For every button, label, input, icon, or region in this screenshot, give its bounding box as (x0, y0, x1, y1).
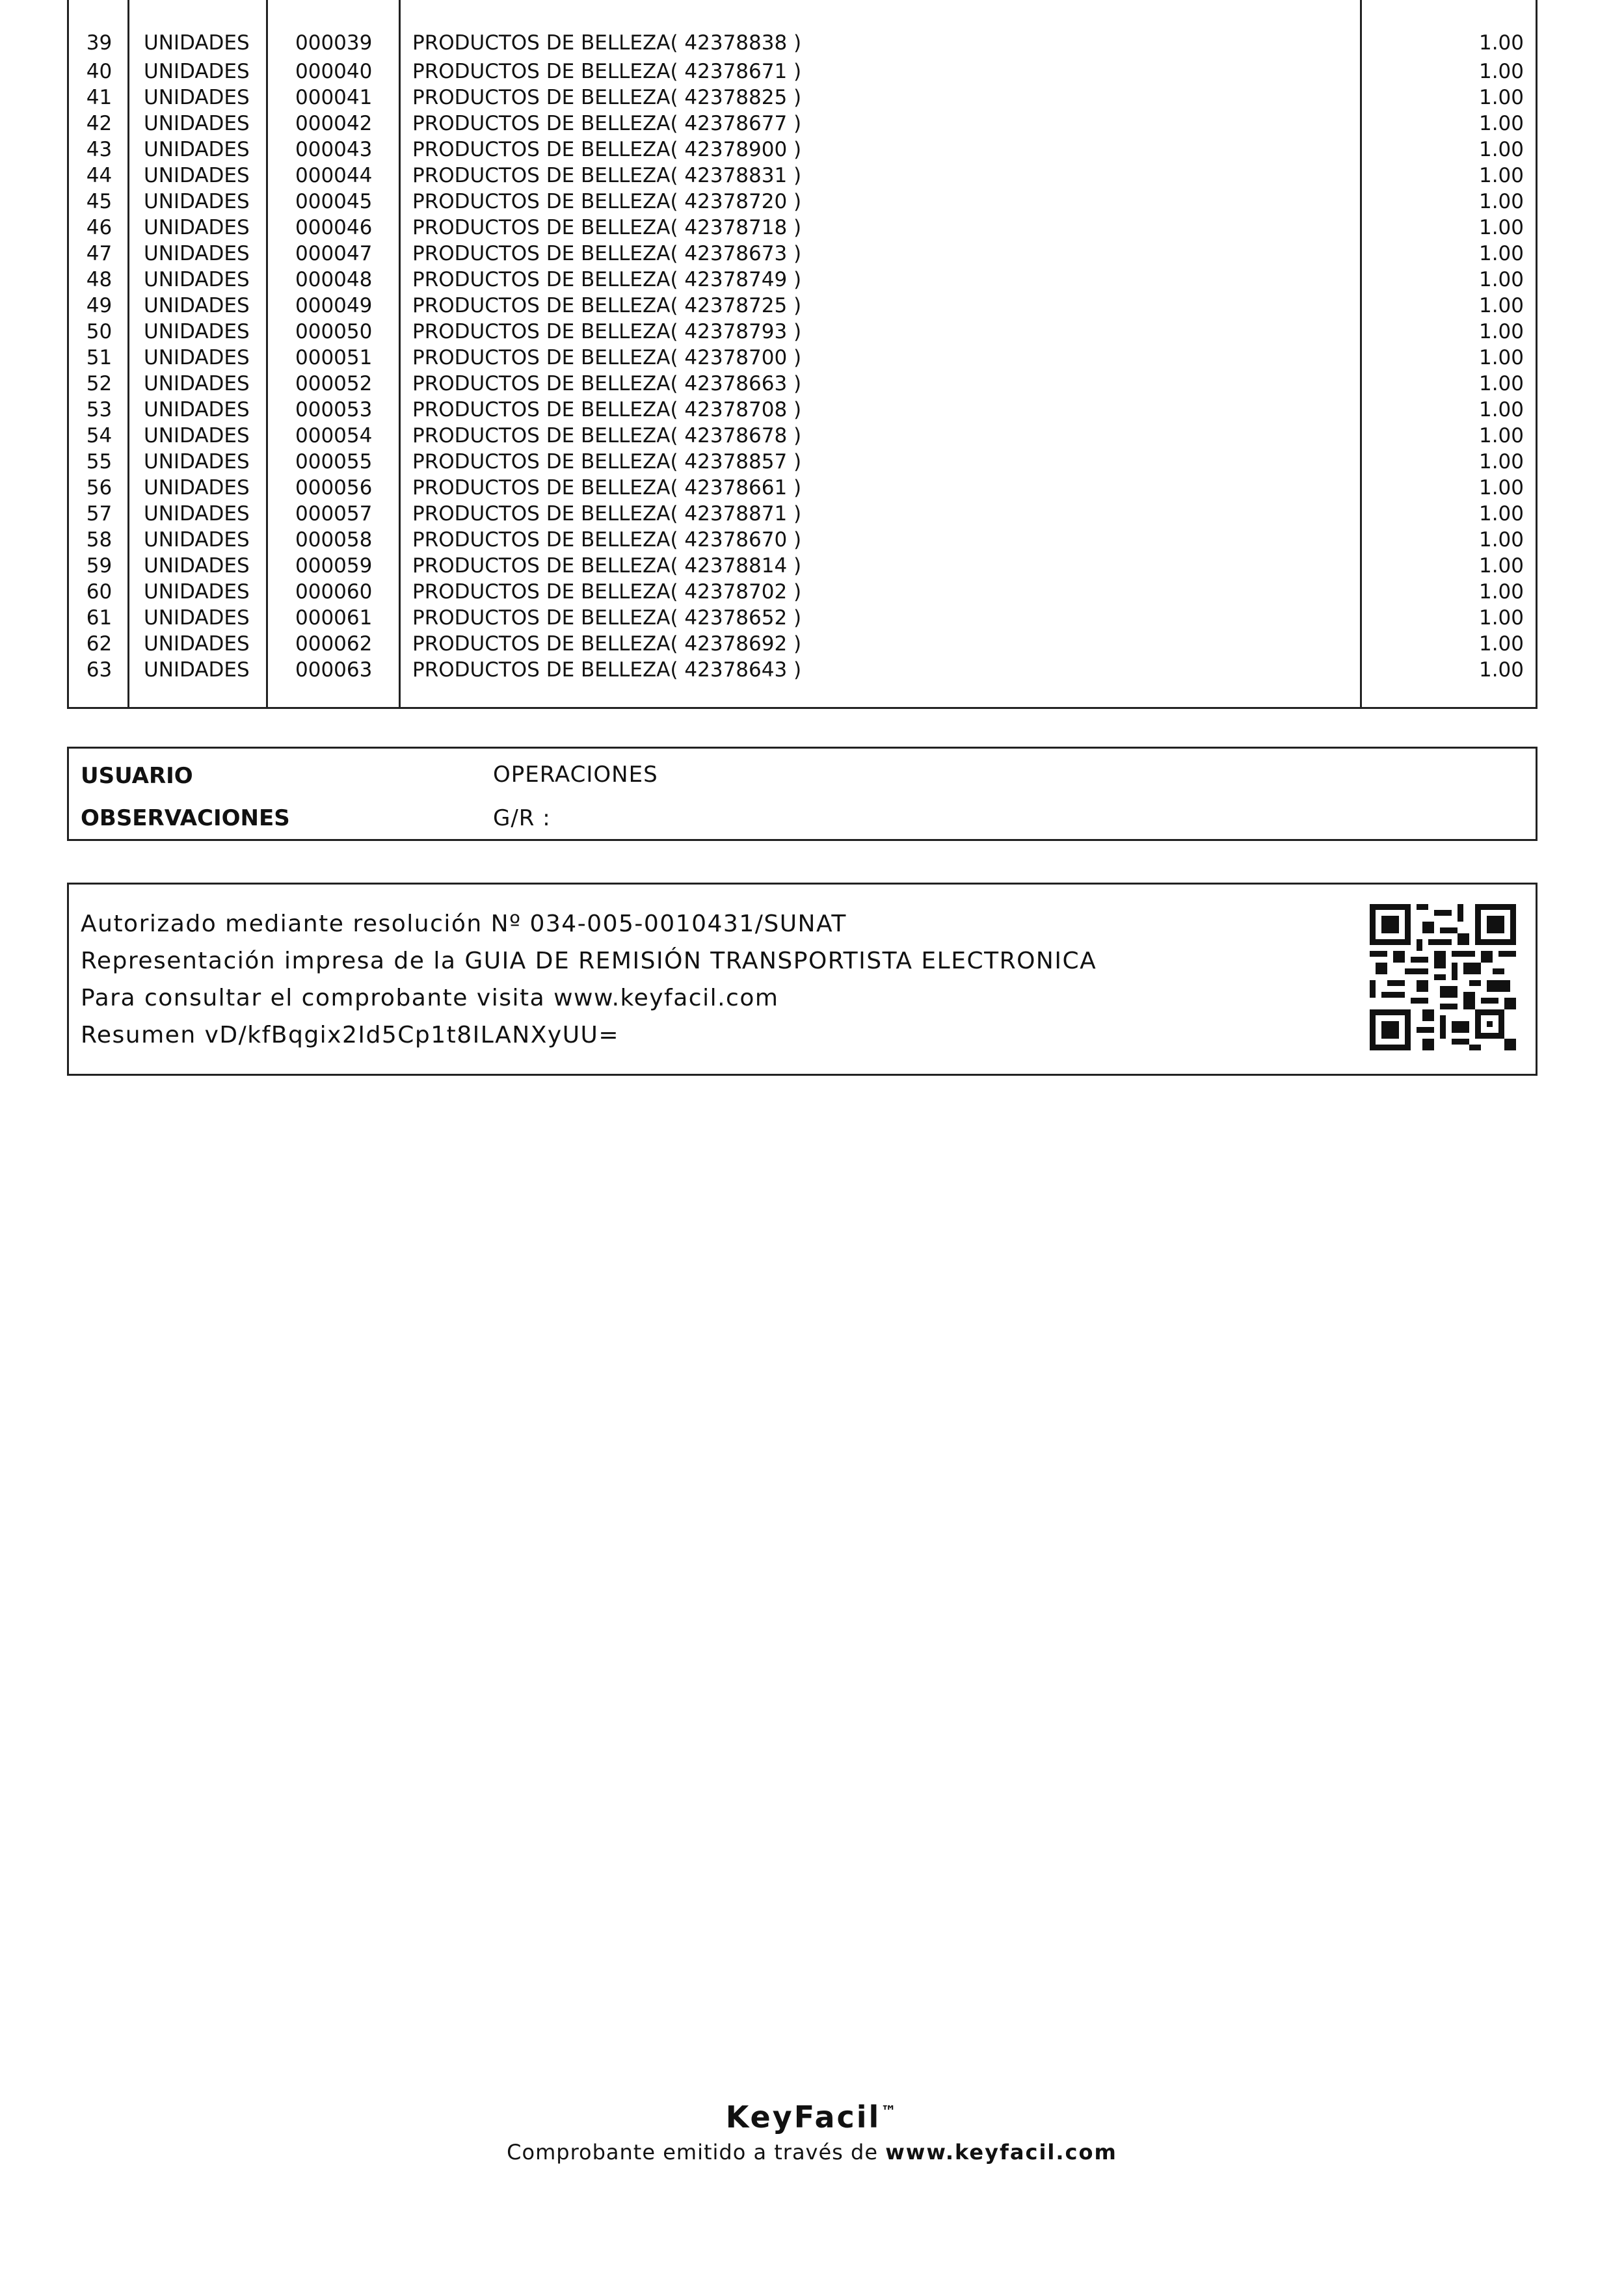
item-quantity: 1.00 (1478, 346, 1524, 369)
item-number: 47 (86, 242, 113, 265)
item-unit: UNIDADES (144, 372, 250, 395)
table-row (69, 319, 1536, 345)
trademark-symbol: ™ (881, 2102, 899, 2121)
item-number: 48 (86, 268, 113, 291)
table-row (69, 30, 1536, 56)
item-number: 63 (86, 658, 113, 682)
item-description: PRODUCTOS DE BELLEZA( 42378677 ) (412, 112, 802, 135)
item-code: 000050 (295, 320, 373, 343)
item-code: 000057 (295, 502, 373, 526)
brand-text: KeyFacil (725, 2099, 881, 2135)
table-row (69, 163, 1536, 189)
item-quantity: 1.00 (1478, 502, 1524, 526)
item-quantity: 1.00 (1478, 476, 1524, 500)
item-code: 000052 (295, 372, 373, 395)
item-number: 39 (86, 31, 113, 55)
item-code: 000040 (295, 60, 373, 83)
table-row (69, 475, 1536, 501)
item-code: 000048 (295, 268, 373, 291)
item-unit: UNIDADES (144, 502, 250, 526)
items-table (67, 0, 1537, 709)
item-description: PRODUCTOS DE BELLEZA( 42378793 ) (412, 320, 802, 343)
item-description: PRODUCTOS DE BELLEZA( 42378663 ) (412, 372, 802, 395)
item-number: 40 (86, 60, 113, 83)
issued-by-line (0, 2140, 1624, 2165)
item-number: 57 (86, 502, 113, 526)
item-unit: UNIDADES (144, 424, 250, 447)
table-row (69, 241, 1536, 267)
item-quantity: 1.00 (1478, 398, 1524, 421)
item-description: PRODUCTOS DE BELLEZA( 42378700 ) (412, 346, 802, 369)
item-description: PRODUCTOS DE BELLEZA( 42378671 ) (412, 60, 802, 83)
item-description: PRODUCTOS DE BELLEZA( 42378678 ) (412, 424, 802, 447)
item-unit: UNIDADES (144, 580, 250, 604)
item-number: 43 (86, 138, 113, 161)
item-unit: UNIDADES (144, 138, 250, 161)
item-description: PRODUCTOS DE BELLEZA( 42378871 ) (412, 502, 802, 526)
item-description: PRODUCTOS DE BELLEZA( 42378825 ) (412, 86, 802, 109)
item-number: 49 (86, 294, 113, 317)
item-unit: UNIDADES (144, 164, 250, 187)
item-unit: UNIDADES (144, 476, 250, 500)
item-code: 000041 (295, 86, 373, 109)
item-code: 000063 (295, 658, 373, 682)
issued-prefix: Comprobante emitido a través de (507, 2140, 879, 2165)
item-unit: UNIDADES (144, 268, 250, 291)
table-row (69, 371, 1536, 397)
item-code: 000043 (295, 138, 373, 161)
item-quantity: 1.00 (1478, 138, 1524, 161)
item-code: 000061 (295, 606, 373, 630)
user-info-box (67, 747, 1537, 841)
item-description: PRODUCTOS DE BELLEZA( 42378900 ) (412, 138, 802, 161)
item-number: 41 (86, 86, 113, 109)
item-code: 000051 (295, 346, 373, 369)
item-description: PRODUCTOS DE BELLEZA( 42378814 ) (412, 554, 802, 578)
item-code: 000059 (295, 554, 373, 578)
item-number: 62 (86, 632, 113, 656)
brand-name (0, 2099, 1624, 2135)
table-row (69, 59, 1536, 85)
item-unit: UNIDADES (144, 528, 250, 552)
item-number: 51 (86, 346, 113, 369)
item-number: 50 (86, 320, 113, 343)
observations-value: G/R : (493, 805, 551, 831)
item-unit: UNIDADES (144, 658, 250, 682)
item-quantity: 1.00 (1478, 112, 1524, 135)
item-number: 53 (86, 398, 113, 421)
item-unit: UNIDADES (144, 606, 250, 630)
item-description: PRODUCTOS DE BELLEZA( 42378749 ) (412, 268, 802, 291)
item-quantity: 1.00 (1478, 294, 1524, 317)
user-label: USUARIO (81, 763, 193, 789)
item-description: PRODUCTOS DE BELLEZA( 42378857 ) (412, 450, 802, 473)
item-code: 000054 (295, 424, 373, 447)
table-row (69, 605, 1536, 631)
table-row (69, 579, 1536, 605)
item-unit: UNIDADES (144, 294, 250, 317)
item-code: 000049 (295, 294, 373, 317)
item-description: PRODUCTOS DE BELLEZA( 42378708 ) (412, 398, 802, 421)
item-number: 58 (86, 528, 113, 552)
table-row (69, 423, 1536, 449)
item-code: 000039 (295, 31, 373, 55)
item-number: 60 (86, 580, 113, 604)
item-description: PRODUCTOS DE BELLEZA( 42378702 ) (412, 580, 802, 604)
table-row (69, 137, 1536, 163)
table-row (69, 85, 1536, 111)
item-unit: UNIDADES (144, 60, 250, 83)
item-quantity: 1.00 (1478, 31, 1524, 55)
table-row (69, 527, 1536, 553)
item-quantity: 1.00 (1478, 580, 1524, 604)
table-row (69, 293, 1536, 319)
item-unit: UNIDADES (144, 216, 250, 239)
item-number: 55 (86, 450, 113, 473)
qr-code-icon (1370, 904, 1516, 1050)
item-quantity: 1.00 (1478, 424, 1524, 447)
item-description: PRODUCTOS DE BELLEZA( 42378831 ) (412, 164, 802, 187)
item-unit: UNIDADES (144, 450, 250, 473)
item-number: 61 (86, 606, 113, 630)
authorization-box (67, 883, 1537, 1076)
item-code: 000044 (295, 164, 373, 187)
item-unit: UNIDADES (144, 31, 250, 55)
item-code: 000047 (295, 242, 373, 265)
item-description: PRODUCTOS DE BELLEZA( 42378838 ) (412, 31, 802, 55)
item-number: 45 (86, 190, 113, 213)
item-quantity: 1.00 (1478, 554, 1524, 578)
table-row (69, 189, 1536, 215)
item-code: 000060 (295, 580, 373, 604)
table-row (69, 111, 1536, 137)
table-row (69, 345, 1536, 371)
item-number: 44 (86, 164, 113, 187)
item-unit: UNIDADES (144, 242, 250, 265)
item-quantity: 1.00 (1478, 60, 1524, 83)
item-quantity: 1.00 (1478, 268, 1524, 291)
item-unit: UNIDADES (144, 320, 250, 343)
item-number: 56 (86, 476, 113, 500)
item-description: PRODUCTOS DE BELLEZA( 42378718 ) (412, 216, 802, 239)
item-code: 000042 (295, 112, 373, 135)
item-unit: UNIDADES (144, 86, 250, 109)
item-code: 000046 (295, 216, 373, 239)
item-code: 000045 (295, 190, 373, 213)
item-description: PRODUCTOS DE BELLEZA( 42378661 ) (412, 476, 802, 500)
table-row (69, 397, 1536, 423)
item-description: PRODUCTOS DE BELLEZA( 42378720 ) (412, 190, 802, 213)
consult-note: Para consultar el comprobante visita www.keyfacil.com (81, 985, 779, 1011)
item-quantity: 1.00 (1478, 606, 1524, 630)
item-code: 000055 (295, 450, 373, 473)
item-number: 59 (86, 554, 113, 578)
item-code: 000058 (295, 528, 373, 552)
item-description: PRODUCTOS DE BELLEZA( 42378652 ) (412, 606, 802, 630)
item-code: 000056 (295, 476, 373, 500)
observations-label: OBSERVACIONES (81, 805, 290, 831)
item-quantity: 1.00 (1478, 164, 1524, 187)
item-quantity: 1.00 (1478, 320, 1524, 343)
item-code: 000053 (295, 398, 373, 421)
item-unit: UNIDADES (144, 632, 250, 656)
item-quantity: 1.00 (1478, 372, 1524, 395)
table-row (69, 501, 1536, 527)
item-quantity: 1.00 (1478, 528, 1524, 552)
item-quantity: 1.00 (1478, 658, 1524, 682)
table-row (69, 657, 1536, 683)
item-quantity: 1.00 (1478, 190, 1524, 213)
item-quantity: 1.00 (1478, 216, 1524, 239)
item-description: PRODUCTOS DE BELLEZA( 42378725 ) (412, 294, 802, 317)
table-row (69, 267, 1536, 293)
item-quantity: 1.00 (1478, 242, 1524, 265)
item-quantity: 1.00 (1478, 632, 1524, 656)
table-row (69, 215, 1536, 241)
item-description: PRODUCTOS DE BELLEZA( 42378643 ) (412, 658, 802, 682)
user-value: OPERACIONES (493, 762, 658, 788)
item-unit: UNIDADES (144, 346, 250, 369)
item-quantity: 1.00 (1478, 86, 1524, 109)
item-unit: UNIDADES (144, 190, 250, 213)
item-unit: UNIDADES (144, 112, 250, 135)
item-number: 46 (86, 216, 113, 239)
item-description: PRODUCTOS DE BELLEZA( 42378670 ) (412, 528, 802, 552)
item-number: 52 (86, 372, 113, 395)
authorization-resolution: Autorizado mediante resolución Nº 034-005-0010431/SUNAT (81, 911, 847, 937)
item-unit: UNIDADES (144, 398, 250, 421)
item-number: 54 (86, 424, 113, 447)
table-row (69, 631, 1536, 657)
table-row (69, 449, 1536, 475)
item-unit: UNIDADES (144, 554, 250, 578)
item-number: 42 (86, 112, 113, 135)
summary-hash: Resumen vD/kfBqgix2Id5Cp1t8ILANXyUU= (81, 1022, 620, 1048)
item-description: PRODUCTOS DE BELLEZA( 42378692 ) (412, 632, 802, 656)
item-description: PRODUCTOS DE BELLEZA( 42378673 ) (412, 242, 802, 265)
table-row (69, 553, 1536, 579)
issued-site-link: www.keyfacil.com (885, 2140, 1117, 2165)
printed-representation-note: Representación impresa de la GUIA DE REMISIÓN TRANSPORTISTA ELECTRONICA (81, 948, 1097, 974)
item-quantity: 1.00 (1478, 450, 1524, 473)
item-code: 000062 (295, 632, 373, 656)
